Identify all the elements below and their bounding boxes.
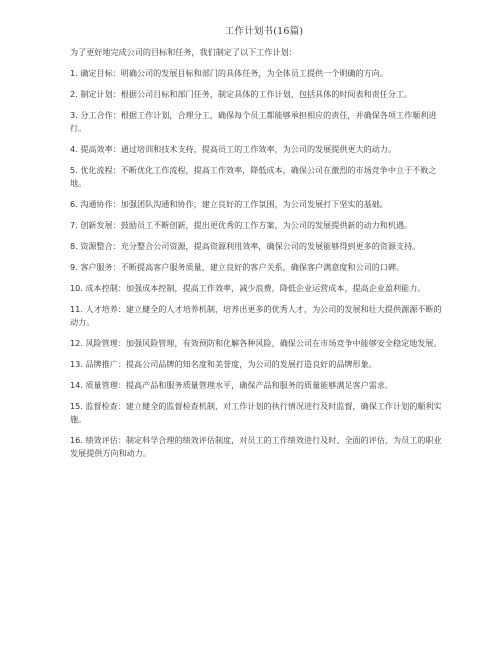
document-intro: 为了更好地完成公司的目标和任务，我们制定了以下工作计划： [70,47,297,57]
plan-item-text: 绩效评估：制定科学合理的绩效评估制度，对员工的工作绩效进行及时、全面的评估，为员工的职业发展提供方向和动力。 [70,435,442,458]
plan-item [70,198,444,211]
plan-item [70,261,444,274]
plan-item-text: 风险管理：加强风险管理，有效预防和化解各种风险，确保公司在市场竞争中能够安全稳定地发展。 [85,338,442,348]
plan-item [70,88,444,101]
plan-item-number: 5. [70,165,78,175]
plan-item-number: 9. [70,262,78,272]
plan-item [70,400,444,426]
plan-item-number: 10. [70,283,83,293]
plan-item [70,67,444,80]
plan-item-text: 制定计划：根据公司目标和部门任务，制定具体的工作计划，包括具体的时间表和责任分工。 [80,89,413,99]
plan-item-number: 4. [70,144,78,154]
plan-item-number: 6. [70,199,78,209]
plan-item-text: 分工合作：根据工作计划，合理分工，确保每个员工都能够承担相应的责任，并确保各项工作顺利进行。 [70,110,437,133]
plan-item-text: 沟通协作：加强团队沟通和协作，建立良好的工作氛围，为公司发展打下坚实的基础。 [80,199,388,209]
plan-item-number: 12. [70,338,83,348]
plan-item [70,358,444,371]
plan-item [70,143,444,156]
plan-item-text: 确定目标：明确公司的发展目标和部门的具体任务，为全体员工提供一个明确的方向。 [80,68,388,78]
plan-item-text: 资源整合：充分整合公司资源，提高资源利用效率，确保公司的发展能够得到更多的资源支持。 [80,241,421,251]
plan-item-number: 16. [70,435,83,445]
plan-item-text: 客户服务：不断提高客户服务质量，建立良好的客户关系，确保客户满意度和公司的口碑。 [80,262,405,272]
document-title: 工作计划书(16篇) [224,26,304,37]
plan-item-number: 14. [70,380,83,390]
plan-item-number: 13. [70,359,83,369]
plan-item-number: 8. [70,241,78,251]
plan-item-text: 提高效率：通过培训和技术支持，提高员工的工作效率，为公司的发展提供更大的动力。 [80,144,396,154]
plan-item [70,164,444,190]
plan-item-text: 创新发展：鼓励员工不断创新，提出更优秀的工作方案，为公司的发展提供新的动力和机遇。 [80,220,413,230]
plan-item-text: 人才培养：建立健全的人才培养机制，培养出更多的优秀人才，为公司的发展和壮大提供源源不断的动力。 [70,304,442,327]
plan-item-number: 2. [70,89,78,99]
plan-item [70,303,444,329]
plan-item [70,282,444,295]
plan-item-text: 质量管理：提高产品和服务质量管理水平，确保产品和服务的质量能够满足客户需求。 [85,380,394,390]
plan-item [70,109,444,135]
plan-item [70,434,444,460]
plan-item [70,219,444,232]
plan-item-list [70,67,444,460]
plan-item-number: 15. [70,401,83,411]
plan-item-text: 监督检查：建立健全的监督检查机制，对工作计划的执行情况进行及时监督，确保工作计划的顺利实施。 [70,401,442,424]
plan-item-text: 优化流程：不断优化工作流程，提高工作效率，降低成本，确保公司在激烈的市场竞争中立于不败之地。 [70,165,437,188]
plan-item [70,379,444,392]
plan-item-number: 3. [70,110,78,120]
plan-item-number: 11. [70,304,83,314]
plan-item [70,240,444,253]
plan-item [70,337,444,350]
plan-item-text: 成本控制：加强成本控制，提高工作效率，减少浪费，降低企业运营成本，提高企业盈利能力。 [85,283,426,293]
plan-item-text: 品牌推广：提高公司品牌的知名度和美誉度，为公司的发展打造良好的品牌形象。 [85,359,377,369]
plan-item-number: 7. [70,220,78,230]
plan-item-number: 1. [70,68,78,78]
